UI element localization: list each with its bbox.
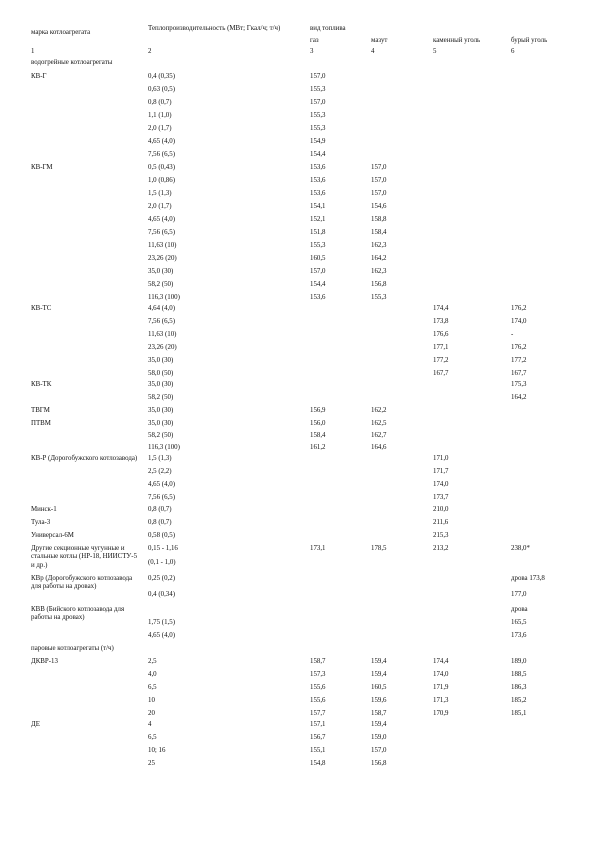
capacity-cell: 0,4 (0,35) xyxy=(148,73,175,80)
gas-cell: 153,6 xyxy=(310,294,326,301)
brand-cell: КВ-Г xyxy=(31,73,47,80)
oil-cell: 178,5 xyxy=(371,545,387,552)
oil-cell: 156,8 xyxy=(371,760,387,767)
oil-cell: 158,4 xyxy=(371,229,387,236)
gas-cell: 157,0 xyxy=(310,268,326,275)
capacity-cell: 58,2 (50) xyxy=(148,394,174,401)
capacity-cell: 58,2 (50) xyxy=(148,281,174,288)
gas-cell: 151,8 xyxy=(310,229,326,236)
coal-cell: 174,0 xyxy=(433,671,449,678)
gas-cell: 157,1 xyxy=(310,721,326,728)
capacity-cell: 20 xyxy=(148,710,155,717)
coal-cell: 177,1 xyxy=(433,344,449,351)
column-number: 6 xyxy=(511,48,515,55)
oil-cell: 156,8 xyxy=(371,281,387,288)
header-fuel-group: вид топлива xyxy=(310,25,346,32)
gas-cell: 155,6 xyxy=(310,697,326,704)
brand-cell: Другие секционные чугунные и стальные котлы (НР-18, НИИСТУ-5 и др.) xyxy=(31,545,138,569)
capacity-cell: 2,5 xyxy=(148,658,157,665)
oil-cell: 160,5 xyxy=(371,684,387,691)
coal-cell: 173,7 xyxy=(433,494,449,501)
section-heading: паровые котлоагрегаты (т/ч) xyxy=(31,645,114,652)
coal-cell: 213,2 xyxy=(433,545,449,552)
brown-coal-cell: 173,6 xyxy=(511,632,527,639)
capacity-cell: 2,0 (1,7) xyxy=(148,125,172,132)
capacity-cell: 10; 16 xyxy=(148,747,166,754)
gas-cell: 153,6 xyxy=(310,190,326,197)
coal-cell: 210,0 xyxy=(433,506,449,513)
brown-coal-cell: 176,2 xyxy=(511,305,527,312)
capacity-cell: 11,63 (10) xyxy=(148,242,177,249)
column-number: 4 xyxy=(371,48,375,55)
brown-coal-cell: 175,3 xyxy=(511,381,527,388)
gas-cell: 160,5 xyxy=(310,255,326,262)
coal-cell: 174,4 xyxy=(433,658,449,665)
brown-coal-cell: дрова 173,8 xyxy=(511,575,545,582)
brown-coal-cell: 186,3 xyxy=(511,684,527,691)
column-number: 5 xyxy=(433,48,437,55)
capacity-cell: 6,5 xyxy=(148,684,157,691)
capacity-cell: 1,75 (1,5) xyxy=(148,619,175,626)
capacity-cell: 11,63 (10) xyxy=(148,331,177,338)
brand-cell: КВ-ТС xyxy=(31,305,52,312)
capacity-cell: 1,5 (1,3) xyxy=(148,455,172,462)
capacity-cell: 0,8 (0,7) xyxy=(148,519,172,526)
capacity-cell: 0,4 (0,34) xyxy=(148,591,175,598)
section-heading: водогрейные котлоагрегаты xyxy=(31,59,113,66)
coal-cell: 170,9 xyxy=(433,710,449,717)
oil-cell: 157,0 xyxy=(371,747,387,754)
column-number: 3 xyxy=(310,48,314,55)
brown-coal-cell: 174,0 xyxy=(511,318,527,325)
coal-cell: 211,6 xyxy=(433,519,449,526)
oil-cell: 157,0 xyxy=(371,177,387,184)
gas-cell: 156,7 xyxy=(310,734,326,741)
capacity-cell: 10 xyxy=(148,697,155,704)
brand-cell: ПТВМ xyxy=(31,420,51,427)
capacity-cell: 35,0 (30) xyxy=(148,357,174,364)
oil-cell: 162,3 xyxy=(371,242,387,249)
brown-coal-cell: 185,2 xyxy=(511,697,527,704)
capacity-cell: 0,8 (0,7) xyxy=(148,506,172,513)
capacity-cell: 1,1 (1,0) xyxy=(148,112,172,119)
capacity-cell: 6,5 xyxy=(148,734,157,741)
coal-cell: 177,2 xyxy=(433,357,449,364)
oil-cell: 159,0 xyxy=(371,734,387,741)
brown-coal-cell: 188,5 xyxy=(511,671,527,678)
capacity-cell: 35,0 (30) xyxy=(148,407,174,414)
oil-cell: 162,5 xyxy=(371,420,387,427)
gas-cell: 155,6 xyxy=(310,684,326,691)
gas-cell: 153,6 xyxy=(310,177,326,184)
capacity-cell: 0,8 (0,7) xyxy=(148,99,172,106)
header-brown: бурый уголь xyxy=(511,37,548,44)
oil-cell: 157,0 xyxy=(371,164,387,171)
gas-cell: 155,3 xyxy=(310,242,326,249)
brand-cell: КВВ (Бийского котлозавода для работы на дровах) xyxy=(31,606,125,622)
oil-cell: 159,4 xyxy=(371,671,387,678)
capacity-cell: 58,2 (50) xyxy=(148,432,174,439)
capacity-cell: 7,56 (6,5) xyxy=(148,494,175,501)
brown-coal-cell: 177,0 xyxy=(511,591,527,598)
gas-cell: 152,1 xyxy=(310,216,326,223)
coal-cell: 174,0 xyxy=(433,481,449,488)
capacity-cell: 4,65 (4,0) xyxy=(148,138,175,145)
brand-cell: КВ-Р (Дорогобужского котлозавода) xyxy=(31,455,138,462)
gas-cell: 157,3 xyxy=(310,671,326,678)
capacity-cell: 25 xyxy=(148,760,155,767)
gas-cell: 157,0 xyxy=(310,73,326,80)
capacity-cell: 35,0 (30) xyxy=(148,420,174,427)
coal-cell: 171,3 xyxy=(433,697,449,704)
gas-cell: 157,7 xyxy=(310,710,326,717)
brown-coal-cell: 177,2 xyxy=(511,357,527,364)
capacity-cell: 7,56 (6,5) xyxy=(148,151,175,158)
oil-cell: 162,7 xyxy=(371,432,387,439)
oil-cell: 155,3 xyxy=(371,294,387,301)
capacity-cell: 116,3 (100) xyxy=(148,444,180,451)
oil-cell: 154,6 xyxy=(371,203,387,210)
brand-cell: Тула-3 xyxy=(31,519,51,526)
gas-cell: 154,9 xyxy=(310,138,326,145)
oil-cell: 162,2 xyxy=(371,407,387,414)
gas-cell: 154,8 xyxy=(310,760,326,767)
capacity-cell: 4,65 (4,0) xyxy=(148,481,175,488)
coal-cell: 176,6 xyxy=(433,331,449,338)
brown-coal-cell: - xyxy=(511,331,514,338)
brown-coal-cell: 165,5 xyxy=(511,619,527,626)
capacity-cell: 7,56 (6,5) xyxy=(148,318,175,325)
coal-cell: 171,0 xyxy=(433,455,449,462)
oil-cell: 159,6 xyxy=(371,697,387,704)
brand-cell: КВр (Дорогобужского котлозавода для работы на дровах) xyxy=(31,575,133,591)
header-brand: марка котлоагрегата xyxy=(31,29,91,36)
capacity-cell: 4,65 (4,0) xyxy=(148,632,175,639)
gas-cell: 158,7 xyxy=(310,658,326,665)
oil-cell: 158,7 xyxy=(371,710,387,717)
capacity-cell: (0,1 - 1,0) xyxy=(148,559,176,566)
capacity-cell: 116,3 (100) xyxy=(148,294,180,301)
gas-cell: 161,2 xyxy=(310,444,326,451)
capacity-cell: 4,65 (4,0) xyxy=(148,216,175,223)
capacity-cell: 4,0 xyxy=(148,671,157,678)
capacity-cell: 58,0 (50) xyxy=(148,370,174,377)
capacity-cell: 23,26 (20) xyxy=(148,344,177,351)
coal-cell: 215,3 xyxy=(433,532,449,539)
gas-cell: 154,1 xyxy=(310,203,326,210)
brand-cell: ДЕ xyxy=(31,721,40,728)
capacity-cell: 35,0 (30) xyxy=(148,268,174,275)
capacity-cell: 35,0 (30) xyxy=(148,381,174,388)
header-gas: газ xyxy=(310,37,319,44)
header-coal: каменный уголь xyxy=(433,37,481,44)
gas-cell: 154,4 xyxy=(310,151,326,158)
brown-coal-cell: 167,7 xyxy=(511,370,527,377)
oil-cell: 159,4 xyxy=(371,658,387,665)
coal-cell: 171,9 xyxy=(433,684,449,691)
coal-cell: 167,7 xyxy=(433,370,449,377)
column-number: 1 xyxy=(31,48,35,55)
capacity-cell: 1,0 (0,86) xyxy=(148,177,175,184)
brown-coal-cell: 185,1 xyxy=(511,710,527,717)
brown-coal-cell: 238,0* xyxy=(511,545,530,552)
capacity-cell: 1,5 (1,3) xyxy=(148,190,172,197)
header-oil: мазут xyxy=(371,37,388,44)
brand-cell: КВ-ГМ xyxy=(31,164,53,171)
brand-cell: ТВГМ xyxy=(31,407,50,414)
brand-cell: Минск-1 xyxy=(31,506,57,513)
gas-cell: 155,3 xyxy=(310,125,326,132)
oil-cell: 164,2 xyxy=(371,255,387,262)
capacity-cell: 4,64 (4,0) xyxy=(148,305,175,312)
capacity-cell: 4 xyxy=(148,721,152,728)
gas-cell: 155,3 xyxy=(310,86,326,93)
brown-coal-cell: 189,0 xyxy=(511,658,527,665)
brown-coal-cell: 164,2 xyxy=(511,394,527,401)
oil-cell: 159,4 xyxy=(371,721,387,728)
column-number: 2 xyxy=(148,48,152,55)
gas-cell: 158,4 xyxy=(310,432,326,439)
capacity-cell: 0,5 (0,43) xyxy=(148,164,175,171)
coal-cell: 174,4 xyxy=(433,305,449,312)
capacity-cell: 23,26 (20) xyxy=(148,255,177,262)
gas-cell: 157,0 xyxy=(310,99,326,106)
oil-cell: 164,6 xyxy=(371,444,387,451)
gas-cell: 156,9 xyxy=(310,407,326,414)
coal-cell: 171,7 xyxy=(433,468,449,475)
gas-cell: 156,0 xyxy=(310,420,326,427)
capacity-cell: 7,56 (6,5) xyxy=(148,229,175,236)
capacity-cell: 2,5 (2,2) xyxy=(148,468,172,475)
capacity-cell: 0,15 - 1,16 xyxy=(148,545,178,552)
capacity-cell: 0,25 (0,2) xyxy=(148,575,175,582)
gas-cell: 173,1 xyxy=(310,545,326,552)
oil-cell: 157,0 xyxy=(371,190,387,197)
oil-cell: 158,8 xyxy=(371,216,387,223)
brand-cell: Универсал-6М xyxy=(31,532,74,539)
header-capacity: Теплопроизводительность (МВт; Гкал/ч; т/ч) xyxy=(148,25,281,32)
gas-cell: 155,3 xyxy=(310,112,326,119)
brand-cell: ДКВР-13 xyxy=(31,658,58,665)
oil-cell: 162,3 xyxy=(371,268,387,275)
gas-cell: 155,1 xyxy=(310,747,326,754)
coal-cell: 173,8 xyxy=(433,318,449,325)
capacity-cell: 0,58 (0,5) xyxy=(148,532,175,539)
brown-coal-cell: дрова xyxy=(511,606,528,613)
gas-cell: 154,4 xyxy=(310,281,326,288)
capacity-cell: 0,63 (0,5) xyxy=(148,86,175,93)
capacity-cell: 2,0 (1,7) xyxy=(148,203,172,210)
brown-coal-cell: 176,2 xyxy=(511,344,527,351)
gas-cell: 153,6 xyxy=(310,164,326,171)
brand-cell: КВ-ТК xyxy=(31,381,52,388)
